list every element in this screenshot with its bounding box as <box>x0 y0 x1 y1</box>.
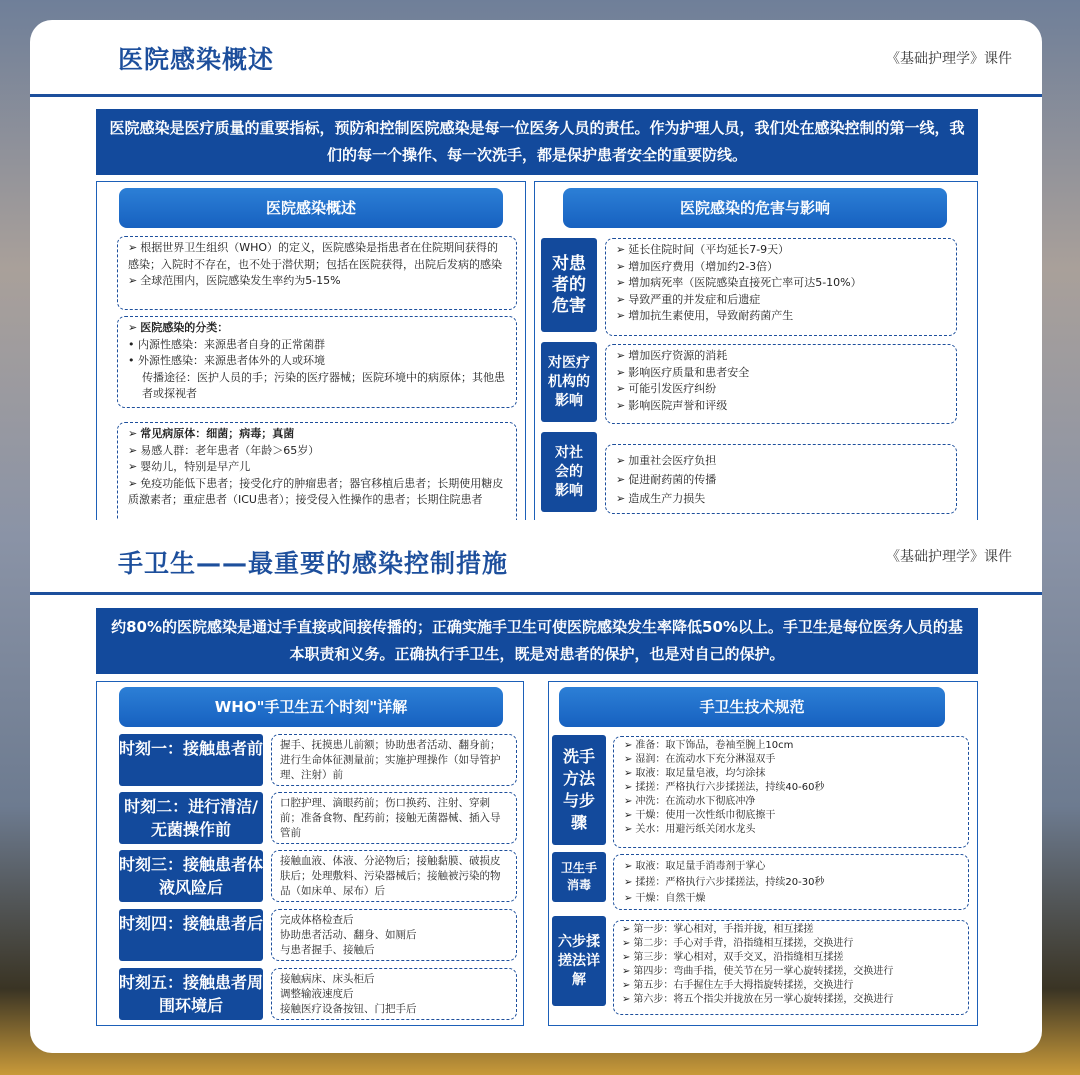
institution-impact-box <box>605 344 957 424</box>
moment-5-label: 时刻五：接触患者周围环境后 <box>119 968 263 1020</box>
sanitize-step: 取液：取足量手消毒剂于掌心 <box>635 861 766 872</box>
arrow-right-icon: ➢ <box>616 473 626 486</box>
slides-card <box>30 20 1042 1053</box>
group-label-society: 对社会的影响 <box>541 432 597 512</box>
harm-item: 增加病死率（医院感染直接死亡率可达5-10%） <box>628 276 862 289</box>
arrow-right-icon: ➢ <box>622 966 631 977</box>
arrow-right-icon: ➢ <box>624 740 633 751</box>
arrow-right-icon: ➢ <box>128 460 138 473</box>
six-step-item: 第五步：右手握住左手大拇指旋转揉搓，交换进行 <box>633 980 854 991</box>
group-label-six-steps: 六步揉搓法详解 <box>552 916 606 1006</box>
six-step-item: 第四步：弯曲手指，使关节在另一掌心旋转揉搓，交换进行 <box>633 966 894 977</box>
classification-box: ➢ 医院感染的分类： • 内源性感染：来源患者自身的正常菌群 • 外源性感染：来源患者体外的人或环境 传播途径：医护人员的手；污染的医疗器械；医院环境中的病原体；其他患者或探视者 <box>117 316 517 408</box>
pathogen-box <box>117 422 517 521</box>
society-item: 促进耐药菌的传播 <box>628 473 717 486</box>
classification-item: 传播途径：医护人员的手；污染的医疗器械；医院环境中的病原体；其他患者或探视者 <box>142 370 505 400</box>
slide1-title: 医院感染概述 <box>118 45 275 74</box>
arrow-right-icon: ➢ <box>616 398 626 412</box>
arrow-right-icon: ➢ <box>616 454 626 467</box>
arrow-right-icon: ➢ <box>616 309 626 322</box>
pathogen-item: 常见病原体：细菌；病毒；真菌 <box>140 427 295 440</box>
pathogen-item: 婴幼儿，特别是早产儿 <box>140 460 251 473</box>
slide1-divider <box>30 94 1042 97</box>
slide2-divider <box>30 592 1042 595</box>
arrow-right-icon: ➢ <box>622 952 631 963</box>
handwash-steps-box <box>613 736 969 848</box>
classification-heading: 医院感染的分类： <box>140 321 229 334</box>
harm-item: 增加抗生素使用，导致耐药菌产生 <box>628 309 794 322</box>
impact-item: 增加医疗资源的消耗 <box>628 349 728 362</box>
arrow-right-icon: ➢ <box>128 241 138 254</box>
hand-hygiene-header: 手卫生技术规范 <box>559 687 945 727</box>
arrow-right-icon: ➢ <box>616 492 626 505</box>
society-impact-box <box>605 444 957 514</box>
impact-item: 影响医院声誉和评级 <box>628 398 728 412</box>
society-item: 加重社会医疗负担 <box>628 454 717 467</box>
impact-item: 影响医疗质量和患者安全 <box>628 365 750 379</box>
arrow-right-icon: ➢ <box>616 259 626 273</box>
five-moments-header: WHO"手卫生五个时刻"详解 <box>119 687 503 727</box>
arrow-right-icon: ➢ <box>622 980 631 991</box>
handwash-step: 湿润：在流动水下充分淋湿双手 <box>635 754 776 765</box>
arrow-right-icon: ➢ <box>624 877 633 888</box>
society-item: 造成生产力损失 <box>628 492 706 505</box>
six-steps-box <box>613 920 969 1015</box>
slide1-harm-header: 医院感染的危害与影响 <box>563 188 947 228</box>
impact-item: 可能引发医疗纠纷 <box>628 382 717 395</box>
six-step-item: 第六步：将五个指尖并拢放在另一掌心旋转揉搓，交换进行 <box>633 994 894 1005</box>
slide1-overview-panel <box>96 181 526 521</box>
arrow-right-icon: ➢ <box>616 292 626 306</box>
arrow-right-icon: ➢ <box>616 276 626 289</box>
arrow-right-icon: ➢ <box>616 382 626 395</box>
six-step-item: 第三步：掌心相对，双手交叉，沿指缝相互揉搓 <box>633 952 844 963</box>
arrow-right-icon: ➢ <box>624 861 633 872</box>
slide2-source: 《基础护理学》课件 <box>886 549 1012 565</box>
definition-text: 根据世界卫生组织（WHO）的定义，医院感染是指患者在住院期间获得的感染；入院时不存在，也不处于潜伏期；包括在医院获得，出院后发病的感染 <box>128 241 502 271</box>
arrow-right-icon: ➢ <box>616 243 626 256</box>
incidence-text: 全球范围内，医院感染发生率约为5-15% <box>140 274 341 287</box>
sanitize-steps-box <box>613 854 969 910</box>
arrow-right-icon: ➢ <box>616 365 626 379</box>
moment-4-desc: 完成体格检查后 协助患者活动、翻身、如厕后 与患者握手、接触后 <box>271 909 517 961</box>
arrow-right-icon: ➢ <box>622 938 631 949</box>
six-step-item: 第一步：掌心相对，手指并拢，相互揉搓 <box>633 924 814 935</box>
classification-item: 外源性感染：来源患者体外的人或环境 <box>138 354 325 367</box>
moment-1-desc: 握手、抚摸患儿前额；协助患者活动、翻身前；进行生命体征测量前；实施护理操作（如导管护理、注射）前 <box>271 734 517 786</box>
arrow-right-icon: ➢ <box>624 768 633 779</box>
moment-5-desc: 接触病床、床头柜后 调整输液速度后 接触医疗设备按钮、门把手后 <box>271 968 517 1020</box>
hand-hygiene-panel <box>548 681 978 1026</box>
harm-item: 延长住院时间（平均延长7-9天） <box>628 243 790 256</box>
pathogen-item: 易感人群：老年患者（年龄＞65岁） <box>140 443 320 457</box>
moment-2-desc: 口腔护理、滴眼药前；伤口换药、注射、穿刺前；准备食物、配药前；接触无菌器械、插入导管前 <box>271 792 517 844</box>
arrow-right-icon: ➢ <box>616 349 626 362</box>
handwash-step: 揉搓：严格执行六步揉搓法，持续40-60秒 <box>635 782 825 793</box>
pathogen-item: 免疫功能低下患者；接受化疗的肿瘤患者；器官移植后患者；长期使用糖皮质激素者；重症患者（ICU患者）；接受侵入性操作的患者；长期住院患者 <box>128 476 504 506</box>
handwash-step: 关水：用避污纸关闭水龙头 <box>635 824 756 835</box>
arrow-right-icon: ➢ <box>622 924 631 935</box>
harm-item: 导致严重的并发症和后遗症 <box>628 292 761 306</box>
moment-3-label: 时刻三：接触患者体液风险后 <box>119 850 263 902</box>
arrow-right-icon: ➢ <box>624 796 633 807</box>
slide1-overview-header: 医院感染概述 <box>119 188 503 228</box>
handwash-step: 取液：取足量皂液，均匀涂抹 <box>635 768 766 779</box>
slide1-source: 《基础护理学》课件 <box>886 51 1012 67</box>
group-label-institutions: 对医疗机构的影响 <box>541 342 597 422</box>
group-label-handwash: 洗手方法与步骤 <box>552 735 606 845</box>
sanitize-step: 干燥：自然干燥 <box>635 893 706 904</box>
arrow-right-icon: ➢ <box>624 824 633 835</box>
slide1-harm-panel <box>534 181 978 521</box>
arrow-right-icon: ➢ <box>128 321 138 334</box>
arrow-right-icon: ➢ <box>128 443 138 457</box>
arrow-right-icon: ➢ <box>622 994 631 1005</box>
group-label-sanitize: 卫生手消毒 <box>552 852 606 902</box>
slide2-header <box>30 520 1042 590</box>
slide1-banner: 医院感染是医疗质量的重要指标，预防和控制医院感染是每一位医务人员的责任。作为护理人员，我们处在感染控制的第一线，我们的每一个操作、每一次洗手，都是保护患者安全的重要防线。 <box>96 109 978 175</box>
group-label-patients: 对患者的危害 <box>541 238 597 332</box>
moment-1-label: 时刻一：接触患者前 <box>119 734 263 786</box>
arrow-right-icon: ➢ <box>128 427 138 440</box>
moment-3-desc: 接触血液、体液、分泌物后；接触黏膜、破损皮肤后；处理敷料、污染器械后；接触被污染的物品（如床单、尿布）后 <box>271 850 517 902</box>
arrow-right-icon: ➢ <box>128 476 138 490</box>
moment-2-label: 时刻二：进行清洁/无菌操作前 <box>119 792 263 844</box>
arrow-right-icon: ➢ <box>624 754 633 765</box>
sanitize-step: 揉搓：严格执行六步揉搓法，持续20-30秒 <box>635 877 825 888</box>
handwash-step: 冲洗：在流动水下彻底冲净 <box>635 796 756 807</box>
handwash-step: 准备：取下饰品，卷袖至腕上10cm <box>635 740 794 751</box>
slide1-header <box>30 20 1042 90</box>
moment-4-label: 时刻四：接触患者后 <box>119 909 263 961</box>
slide2-title: 手卫生——最重要的感染控制措施 <box>118 549 509 578</box>
arrow-right-icon: ➢ <box>624 782 633 793</box>
definition-box <box>117 236 517 310</box>
patient-harm-box <box>605 238 957 336</box>
five-moments-panel <box>96 681 524 1026</box>
six-step-item: 第二步：手心对手背，沿指缝相互揉搓，交换进行 <box>633 938 854 949</box>
handwash-step: 干燥：使用一次性纸巾彻底擦干 <box>635 810 776 821</box>
arrow-right-icon: ➢ <box>624 810 633 821</box>
slide2-banner: 约80%的医院感染是通过手直接或间接传播的；正确实施手卫生可使医院感染发生率降低50%以上。手卫生是每位医务人员的基本职责和义务。正确执行手卫生，既是对患者的保护，也是对自己的保护。 <box>96 608 978 674</box>
arrow-right-icon: ➢ <box>128 274 138 287</box>
classification-item: 内源性感染：来源患者自身的正常菌群 <box>138 337 325 351</box>
harm-item: 增加医疗费用（增加约2-3倍） <box>628 259 779 273</box>
arrow-right-icon: ➢ <box>624 893 633 904</box>
